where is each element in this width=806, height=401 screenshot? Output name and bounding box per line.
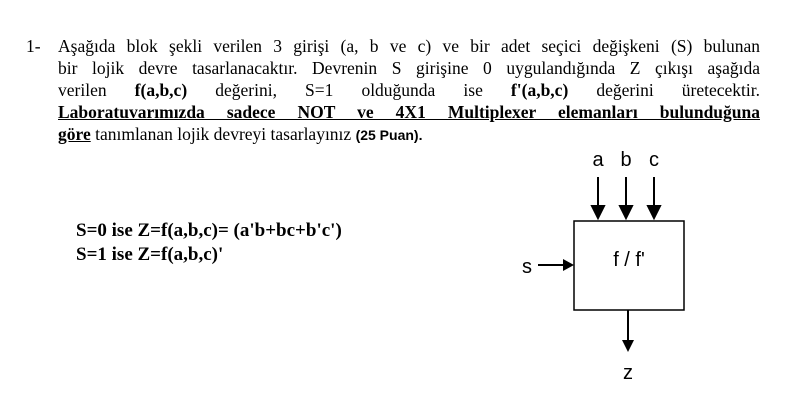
line3-text-c: değerini üretecektir.: [568, 80, 760, 100]
line5-rest: tanımlanan lojik devreyi tasarlayınız: [90, 124, 356, 144]
input-arrowhead-c: [648, 206, 660, 218]
line5-bold: göre: [58, 124, 91, 144]
output-label: z: [623, 362, 633, 384]
question-line-2: bir lojik devre tasarlanacaktır. Devrenin S girişine 0 uygulandığında Z çıkışı aşağıda: [58, 58, 760, 78]
input-arrows: [592, 177, 660, 218]
input-label-a: a: [592, 149, 604, 171]
input-label-b: b: [620, 149, 632, 171]
function-f-prime: f'(a,b,c): [510, 80, 569, 100]
line3-text-a: verilen: [58, 80, 135, 100]
selector-arrowhead: [563, 259, 574, 271]
line3-text-b: değerini, S=1 olduğunda ise: [187, 80, 511, 100]
input-label-c: c: [649, 149, 659, 171]
question-number: 1-: [26, 36, 41, 56]
equation-s1: S=1 ise Z=f(a,b,c)': [76, 244, 224, 265]
points-label: (25 Puan).: [355, 127, 423, 143]
question-line-4: Laboratuvarımızda sadece NOT ve 4X1 Multiplexer elemanları bulunduğuna: [58, 102, 760, 122]
question-line-1: Aşağıda blok şekli verilen 3 girişi (a, b ve c) ve bir adet seçici değişkeni (S) bulunan: [58, 36, 760, 56]
input-arrowhead-b: [620, 206, 632, 218]
selector-label: s: [522, 256, 532, 278]
output-arrowhead: [622, 340, 634, 352]
input-arrowhead-a: [592, 206, 604, 218]
block-label: f / f': [613, 249, 645, 271]
function-f: f(a,b,c): [134, 80, 188, 100]
equation-s0: S=0 ise Z=f(a,b,c)= (a'b+bc+b'c'): [76, 220, 342, 241]
